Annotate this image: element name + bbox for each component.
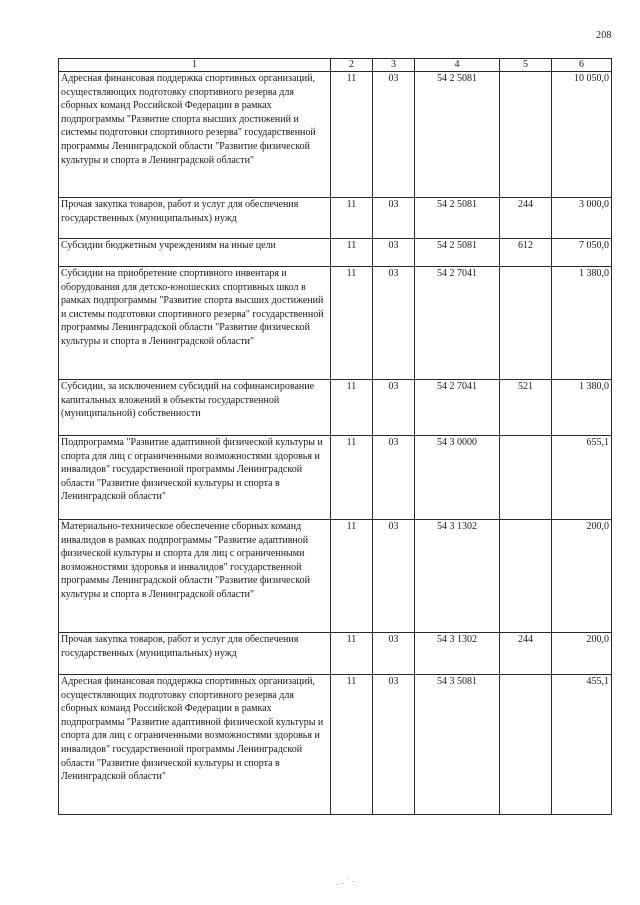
- subsection-code: 03: [373, 267, 415, 380]
- subsection-code: 03: [373, 675, 415, 815]
- table-row: [59, 198, 612, 239]
- section-code: 11: [331, 72, 373, 198]
- item-name: Субсидии бюджетным учреждениям на иные цели: [59, 239, 331, 267]
- section-code: 11: [331, 239, 373, 267]
- item-name: Субсидии на приобретение спортивного инвентаря и оборудования для детско-юношеских спортивных школ в рамках подпрограммы "Развитие спорта высших достижений и системы подготовки спортивного резерва" государственной программы Ленинградской области "Развитие физической культуры и спорта в Ленинградской области": [59, 267, 331, 380]
- table-row: [59, 239, 612, 267]
- budget-table: [58, 58, 612, 815]
- section-code: 11: [331, 267, 373, 380]
- amount: 200,0: [552, 633, 612, 675]
- subsection-code: 03: [373, 239, 415, 267]
- page-number: 208: [596, 30, 612, 41]
- target-item-code: 54 2 7041: [415, 267, 500, 380]
- amount: 1 380,0: [552, 380, 612, 436]
- section-code: 11: [331, 198, 373, 239]
- subsection-code: 03: [373, 633, 415, 675]
- subsection-code: 03: [373, 72, 415, 198]
- column-header: 2: [331, 59, 373, 72]
- amount: 10 050,0: [552, 72, 612, 198]
- target-item-code: 54 3 1302: [415, 520, 500, 633]
- column-header: 5: [500, 59, 552, 72]
- table-row: [59, 72, 612, 198]
- column-header: 1: [59, 59, 331, 72]
- section-code: 11: [331, 436, 373, 520]
- expense-type-code: [500, 267, 552, 380]
- item-name: Прочая закупка товаров, работ и услуг для обеспечения государственных (муниципальных) нужд: [59, 633, 331, 675]
- table-row: [59, 633, 612, 675]
- expense-type-code: 521: [500, 380, 552, 436]
- section-code: 11: [331, 380, 373, 436]
- expense-type-code: [500, 520, 552, 633]
- column-header: 6: [552, 59, 612, 72]
- column-header: 3: [373, 59, 415, 72]
- subsection-code: 03: [373, 520, 415, 633]
- target-item-code: 54 2 5081: [415, 72, 500, 198]
- target-item-code: 54 2 7041: [415, 380, 500, 436]
- amount: 1 380,0: [552, 267, 612, 380]
- subsection-code: 03: [373, 380, 415, 436]
- table-header-row: [59, 59, 612, 72]
- table-row: [59, 267, 612, 380]
- subsection-code: 03: [373, 198, 415, 239]
- table-row: [59, 520, 612, 633]
- item-name: Подпрограмма "Развитие адаптивной физической культуры и спорта для лиц с ограниченными возможностями здоровья и инвалидов" государственной программы Ленинградской области "Развитие физической культуры и спорта в Ленинградской области": [59, 436, 331, 520]
- item-name: Адресная финансовая поддержка спортивных организаций, осуществляющих подготовку спортивного резерва для сборных команд Российской Федерации в рамках подпрограммы "Развитие спорта высших достижений и системы подготовки спортивного резерва" государственной программы Ленинградской области "Развитие физической культуры и спорта в Ленинградской области": [59, 72, 331, 198]
- item-name: Прочая закупка товаров, работ и услуг для обеспечения государственных (муниципальных) нужд: [59, 198, 331, 239]
- amount: 455,1: [552, 675, 612, 815]
- expense-type-code: [500, 436, 552, 520]
- scan-artifact: ․․˙․: [334, 874, 359, 887]
- target-item-code: 54 3 5081: [415, 675, 500, 815]
- amount: 200,0: [552, 520, 612, 633]
- table-row: [59, 436, 612, 520]
- expense-type-code: 612: [500, 239, 552, 267]
- item-name: Материально-техническое обеспечение сборных команд инвалидов в рамках подпрограммы "Развитие адаптивной физической культуры и спорта для лиц с ограниченными возможностями здоровья и инвалидов" государственной программы Ленинградской области "Развитие физической культуры и спорта в Ленинградской области": [59, 520, 331, 633]
- target-item-code: 54 3 1302: [415, 633, 500, 675]
- amount: 7 050,0: [552, 239, 612, 267]
- item-name: Субсидии, за исключением субсидий на софинансирование капитальных вложений в объекты государственной (муниципальной) собственности: [59, 380, 331, 436]
- section-code: 11: [331, 675, 373, 815]
- section-code: 11: [331, 520, 373, 633]
- amount: 3 000,0: [552, 198, 612, 239]
- table-row: [59, 675, 612, 815]
- target-item-code: 54 2 5081: [415, 198, 500, 239]
- expense-type-code: 244: [500, 633, 552, 675]
- section-code: 11: [331, 633, 373, 675]
- subsection-code: 03: [373, 436, 415, 520]
- expense-type-code: 244: [500, 198, 552, 239]
- table-row: [59, 380, 612, 436]
- amount: 655,1: [552, 436, 612, 520]
- expense-type-code: [500, 675, 552, 815]
- column-header: 4: [415, 59, 500, 72]
- item-name: Адресная финансовая поддержка спортивных организаций, осуществляющих подготовку спортивного резерва для сборных команд Российской Федерации в рамках подпрограммы "Развитие адаптивной физической культуры и спорта для лиц с ограниченными возможностями здоровья и инвалидов" государственной программы Ленинградской области "Развитие физической культуры и спорта в Ленинградской области": [59, 675, 331, 815]
- target-item-code: 54 3 0000: [415, 436, 500, 520]
- target-item-code: 54 2 5081: [415, 239, 500, 267]
- expense-type-code: [500, 72, 552, 198]
